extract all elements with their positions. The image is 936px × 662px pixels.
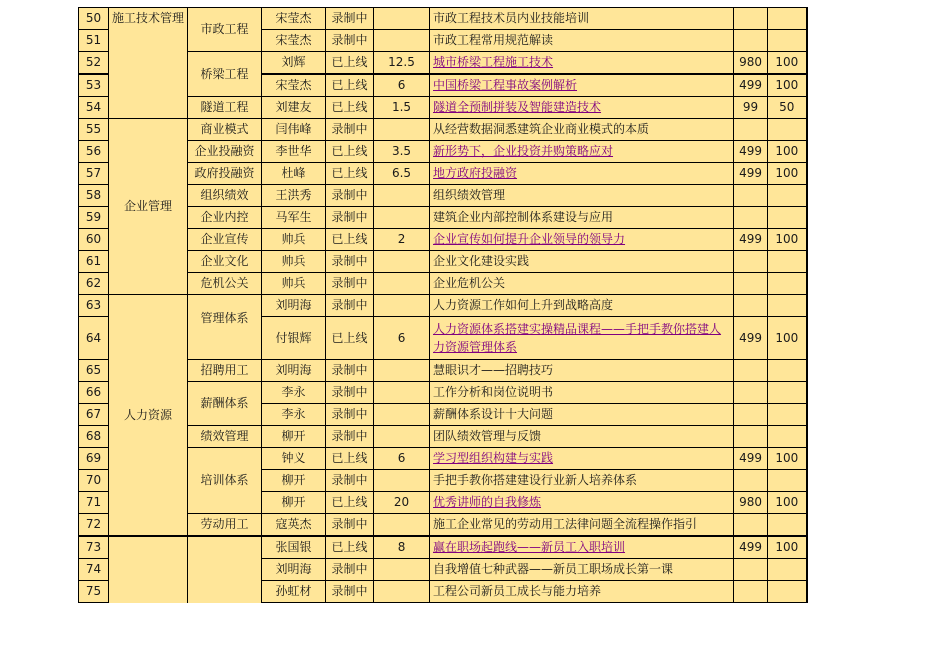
price-cell[interactable]: 499 — [734, 141, 768, 163]
subcategory-cell[interactable]: 招聘用工 — [188, 360, 262, 382]
hours-cell[interactable] — [374, 382, 430, 404]
discount-cell[interactable] — [768, 360, 807, 382]
hours-cell[interactable] — [374, 119, 430, 141]
status-cell[interactable]: 已上线 — [326, 536, 374, 559]
row-number[interactable]: 65 — [79, 360, 109, 382]
table-row — [79, 448, 807, 470]
subcategory-cell[interactable]: 隧道工程 — [188, 97, 262, 119]
course-link[interactable]: 学习型组织构建与实践 — [433, 451, 554, 465]
row-number[interactable]: 64 — [79, 317, 109, 360]
subcategory-cell[interactable]: 绩效管理 — [188, 426, 262, 448]
course-title-cell[interactable]: 人力资源工作如何上升到战略高度 — [430, 295, 734, 317]
lecturer-cell[interactable]: 张国银 — [262, 536, 326, 559]
price-cell[interactable]: 99 — [734, 97, 768, 119]
row-number[interactable]: 69 — [79, 448, 109, 470]
row-number[interactable]: 55 — [79, 119, 109, 141]
price-cell[interactable] — [734, 559, 768, 581]
price-cell[interactable] — [734, 273, 768, 295]
course-title-cell[interactable] — [430, 317, 734, 360]
course-title-cell[interactable] — [430, 52, 734, 75]
hours-cell[interactable] — [374, 514, 430, 537]
lecturer-cell[interactable]: 马军生 — [262, 207, 326, 229]
discount-cell[interactable]: 100 — [768, 163, 807, 185]
course-title-cell[interactable] — [430, 229, 734, 251]
price-cell[interactable]: 980 — [734, 492, 768, 514]
status-cell[interactable]: 录制中 — [326, 514, 374, 537]
subcategory-cell[interactable]: 企业宣传 — [188, 229, 262, 251]
price-cell[interactable]: 499 — [734, 163, 768, 185]
table-row — [79, 514, 807, 537]
hours-cell[interactable]: 1.5 — [374, 97, 430, 119]
row-number[interactable]: 57 — [79, 163, 109, 185]
course-spreadsheet — [78, 7, 808, 603]
row-number[interactable]: 75 — [79, 581, 109, 603]
lecturer-cell[interactable]: 帅兵 — [262, 251, 326, 273]
course-link[interactable]: 新形势下，企业投资并购策略应对 — [433, 144, 614, 158]
discount-cell[interactable]: 100 — [768, 492, 807, 514]
discount-cell[interactable]: 100 — [768, 536, 807, 559]
row-number[interactable]: 56 — [79, 141, 109, 163]
course-title-cell[interactable]: 建筑企业内部控制体系建设与应用 — [430, 207, 734, 229]
discount-cell[interactable] — [768, 514, 807, 537]
table-row — [79, 229, 807, 251]
row-number[interactable]: 72 — [79, 514, 109, 537]
price-cell[interactable] — [734, 404, 768, 426]
lecturer-cell[interactable]: 柳开 — [262, 470, 326, 492]
subcategory-cell[interactable]: 管理体系 — [188, 295, 262, 360]
lecturer-cell[interactable]: 宋莹杰 — [262, 74, 326, 97]
status-cell[interactable]: 录制中 — [326, 360, 374, 382]
status-cell[interactable]: 已上线 — [326, 492, 374, 514]
lecturer-cell[interactable]: 李世华 — [262, 141, 326, 163]
hours-cell[interactable]: 2 — [374, 229, 430, 251]
category-cell[interactable]: 人力资源 — [109, 295, 188, 537]
table-row — [79, 360, 807, 382]
discount-cell[interactable]: 50 — [768, 97, 807, 119]
row-number[interactable]: 74 — [79, 559, 109, 581]
hours-cell[interactable]: 6 — [374, 74, 430, 97]
row-number[interactable]: 62 — [79, 273, 109, 295]
table-row — [79, 536, 807, 559]
price-cell[interactable] — [734, 119, 768, 141]
table-row — [79, 251, 807, 273]
subcategory-cell[interactable]: 危机公关 — [188, 273, 262, 295]
lecturer-cell[interactable]: 刘辉 — [262, 52, 326, 75]
price-cell[interactable] — [734, 426, 768, 448]
discount-cell[interactable] — [768, 559, 807, 581]
course-title-cell[interactable]: 市政工程技术员内业技能培训 — [430, 8, 734, 30]
course-link[interactable]: 优秀讲师的自我修炼 — [433, 495, 542, 509]
discount-cell[interactable] — [768, 273, 807, 295]
status-cell[interactable]: 录制中 — [326, 404, 374, 426]
row-number[interactable]: 52 — [79, 52, 109, 75]
price-cell[interactable]: 499 — [734, 536, 768, 559]
discount-cell[interactable] — [768, 30, 807, 52]
course-link[interactable]: 企业宣传如何提升企业领导的领导力 — [433, 232, 626, 246]
subcategory-cell[interactable]: 商业模式 — [188, 119, 262, 141]
hours-cell[interactable] — [374, 470, 430, 492]
row-number[interactable]: 67 — [79, 404, 109, 426]
table-row — [79, 52, 807, 75]
subcategory-cell[interactable] — [188, 536, 262, 603]
status-cell[interactable]: 已上线 — [326, 163, 374, 185]
table-row — [79, 141, 807, 163]
course-title-cell[interactable]: 企业危机公关 — [430, 273, 734, 295]
lecturer-cell[interactable]: 闫伟峰 — [262, 119, 326, 141]
lecturer-cell[interactable]: 刘建友 — [262, 97, 326, 119]
discount-cell[interactable]: 100 — [768, 229, 807, 251]
row-number[interactable]: 51 — [79, 30, 109, 52]
course-title-cell[interactable]: 自我增值七种武器——新员工职场成长第一课 — [430, 559, 734, 581]
course-link[interactable]: 隧道全预制拼装及智能建造技术 — [433, 100, 602, 114]
hours-cell[interactable] — [374, 426, 430, 448]
subcategory-cell[interactable]: 组织绩效 — [188, 185, 262, 207]
course-link[interactable]: 赢在职场起跑线——新员工入职培训 — [433, 540, 626, 554]
lecturer-cell[interactable]: 王洪秀 — [262, 185, 326, 207]
lecturer-cell[interactable]: 李永 — [262, 404, 326, 426]
hours-cell[interactable] — [374, 8, 430, 30]
table-row — [79, 163, 807, 185]
discount-cell[interactable] — [768, 470, 807, 492]
table-row — [79, 426, 807, 448]
course-link[interactable]: 人力资源体系搭建实操精品课程——手把手教你搭建人力资源管理体系 — [433, 322, 722, 354]
row-number[interactable]: 59 — [79, 207, 109, 229]
course-link[interactable]: 城市桥梁工程施工技术 — [433, 55, 554, 69]
course-title-cell[interactable]: 手把手教你搭建建设行业新人培养体系 — [430, 470, 734, 492]
course-title-cell[interactable]: 从经营数据洞悉建筑企业商业模式的本质 — [430, 119, 734, 141]
status-cell[interactable]: 录制中 — [326, 382, 374, 404]
subcategory-cell[interactable]: 培训体系 — [188, 448, 262, 514]
hours-cell[interactable] — [374, 559, 430, 581]
subcategory-cell[interactable]: 企业内控 — [188, 207, 262, 229]
price-cell[interactable] — [734, 470, 768, 492]
course-title-cell[interactable] — [430, 448, 734, 470]
row-number[interactable]: 66 — [79, 382, 109, 404]
lecturer-cell[interactable]: 宋莹杰 — [262, 8, 326, 30]
course-title-cell[interactable] — [430, 536, 734, 559]
table-row — [79, 295, 807, 317]
subcategory-cell[interactable]: 桥梁工程 — [188, 52, 262, 97]
discount-cell[interactable] — [768, 185, 807, 207]
discount-cell[interactable] — [768, 8, 807, 30]
course-title-cell[interactable] — [430, 97, 734, 119]
discount-cell[interactable] — [768, 251, 807, 273]
hours-cell[interactable] — [374, 30, 430, 52]
row-number[interactable]: 68 — [79, 426, 109, 448]
hours-cell[interactable]: 6 — [374, 317, 430, 360]
hours-cell[interactable] — [374, 404, 430, 426]
table-row — [79, 273, 807, 295]
subcategory-cell[interactable]: 企业投融资 — [188, 141, 262, 163]
course-title-cell[interactable] — [430, 141, 734, 163]
course-link[interactable]: 地方政府投融资 — [433, 166, 518, 180]
status-cell[interactable]: 已上线 — [326, 141, 374, 163]
hours-cell[interactable]: 8 — [374, 536, 430, 559]
price-cell[interactable] — [734, 382, 768, 404]
row-number[interactable]: 70 — [79, 470, 109, 492]
subcategory-cell[interactable]: 政府投融资 — [188, 163, 262, 185]
lecturer-cell[interactable]: 钟义 — [262, 448, 326, 470]
price-cell[interactable]: 980 — [734, 52, 768, 75]
subcategory-cell[interactable]: 市政工程 — [188, 8, 262, 52]
status-cell[interactable]: 已上线 — [326, 317, 374, 360]
status-cell[interactable]: 录制中 — [326, 559, 374, 581]
price-cell[interactable]: 499 — [734, 229, 768, 251]
course-link[interactable]: 中国桥梁工程事故案例解析 — [433, 78, 578, 92]
lecturer-cell[interactable]: 付银辉 — [262, 317, 326, 360]
subcategory-cell[interactable]: 企业文化 — [188, 251, 262, 273]
row-number[interactable]: 63 — [79, 295, 109, 317]
status-cell[interactable]: 录制中 — [326, 8, 374, 30]
row-number[interactable]: 73 — [79, 536, 109, 559]
category-cell[interactable]: 企业管理 — [109, 119, 188, 295]
status-cell[interactable]: 录制中 — [326, 30, 374, 52]
lecturer-cell[interactable]: 刘明海 — [262, 360, 326, 382]
row-number[interactable]: 71 — [79, 492, 109, 514]
category-cell[interactable] — [109, 536, 188, 603]
discount-cell[interactable]: 100 — [768, 317, 807, 360]
status-cell[interactable]: 录制中 — [326, 470, 374, 492]
discount-cell[interactable] — [768, 581, 807, 603]
course-title-cell[interactable]: 薪酬体系设计十大问题 — [430, 404, 734, 426]
status-cell[interactable]: 已上线 — [326, 97, 374, 119]
status-cell[interactable]: 已上线 — [326, 74, 374, 97]
price-cell[interactable] — [734, 185, 768, 207]
status-cell[interactable]: 录制中 — [326, 185, 374, 207]
course-title-cell[interactable] — [430, 492, 734, 514]
course-title-cell[interactable] — [430, 163, 734, 185]
hours-cell[interactable]: 12.5 — [374, 52, 430, 75]
hours-cell[interactable] — [374, 251, 430, 273]
status-cell[interactable]: 录制中 — [326, 426, 374, 448]
lecturer-cell[interactable]: 帅兵 — [262, 229, 326, 251]
price-cell[interactable] — [734, 360, 768, 382]
lecturer-cell[interactable]: 寇英杰 — [262, 514, 326, 537]
price-cell[interactable] — [734, 30, 768, 52]
category-cell[interactable]: 施工技术管理 — [109, 8, 188, 119]
course-title-cell[interactable]: 慧眼识才——招聘技巧 — [430, 360, 734, 382]
status-cell[interactable]: 录制中 — [326, 251, 374, 273]
price-cell[interactable]: 499 — [734, 448, 768, 470]
status-cell[interactable]: 录制中 — [326, 207, 374, 229]
status-cell[interactable]: 已上线 — [326, 229, 374, 251]
course-title-cell[interactable]: 组织绩效管理 — [430, 185, 734, 207]
lecturer-cell[interactable]: 杜峰 — [262, 163, 326, 185]
table-row — [79, 119, 807, 141]
table-row — [79, 207, 807, 229]
subcategory-cell[interactable]: 劳动用工 — [188, 514, 262, 537]
price-cell[interactable] — [734, 514, 768, 537]
hours-cell[interactable] — [374, 207, 430, 229]
discount-cell[interactable] — [768, 207, 807, 229]
hours-cell[interactable] — [374, 360, 430, 382]
discount-cell[interactable] — [768, 119, 807, 141]
course-title-cell[interactable]: 市政工程常用规范解读 — [430, 30, 734, 52]
lecturer-cell[interactable]: 帅兵 — [262, 273, 326, 295]
status-cell[interactable]: 已上线 — [326, 52, 374, 75]
row-number[interactable]: 58 — [79, 185, 109, 207]
hours-cell[interactable] — [374, 185, 430, 207]
table-row — [79, 382, 807, 404]
status-cell[interactable]: 录制中 — [326, 581, 374, 603]
course-title-cell[interactable]: 团队绩效管理与反馈 — [430, 426, 734, 448]
hours-cell[interactable]: 6 — [374, 448, 430, 470]
hours-cell[interactable] — [374, 581, 430, 603]
row-number[interactable]: 61 — [79, 251, 109, 273]
hours-cell[interactable] — [374, 273, 430, 295]
discount-cell[interactable]: 100 — [768, 52, 807, 75]
price-cell[interactable] — [734, 581, 768, 603]
discount-cell[interactable] — [768, 426, 807, 448]
hours-cell[interactable]: 20 — [374, 492, 430, 514]
course-title-cell[interactable]: 企业文化建设实践 — [430, 251, 734, 273]
lecturer-cell[interactable]: 柳开 — [262, 426, 326, 448]
price-cell[interactable] — [734, 207, 768, 229]
price-cell[interactable] — [734, 295, 768, 317]
discount-cell[interactable] — [768, 404, 807, 426]
status-cell[interactable]: 已上线 — [326, 448, 374, 470]
course-title-cell[interactable]: 工程公司新员工成长与能力培养 — [430, 581, 734, 603]
subcategory-cell[interactable]: 薪酬体系 — [188, 382, 262, 426]
hours-cell[interactable]: 6.5 — [374, 163, 430, 185]
lecturer-cell[interactable]: 李永 — [262, 382, 326, 404]
hours-cell[interactable] — [374, 295, 430, 317]
lecturer-cell[interactable]: 孙虹材 — [262, 581, 326, 603]
course-title-cell[interactable]: 工作分析和岗位说明书 — [430, 382, 734, 404]
hours-cell[interactable]: 3.5 — [374, 141, 430, 163]
price-cell[interactable] — [734, 8, 768, 30]
table-row — [79, 185, 807, 207]
table-row — [79, 8, 807, 30]
course-title-cell[interactable]: 施工企业常见的劳动用工法律问题全流程操作指引 — [430, 514, 734, 537]
price-cell[interactable]: 499 — [734, 317, 768, 360]
status-cell[interactable]: 录制中 — [326, 119, 374, 141]
price-cell[interactable]: 499 — [734, 74, 768, 97]
discount-cell[interactable]: 100 — [768, 74, 807, 97]
lecturer-cell[interactable]: 柳开 — [262, 492, 326, 514]
discount-cell[interactable] — [768, 382, 807, 404]
discount-cell[interactable] — [768, 295, 807, 317]
lecturer-cell[interactable]: 刘明海 — [262, 559, 326, 581]
row-number[interactable]: 50 — [79, 8, 109, 30]
row-number[interactable]: 60 — [79, 229, 109, 251]
lecturer-cell[interactable]: 宋莹杰 — [262, 30, 326, 52]
course-title-cell[interactable] — [430, 74, 734, 97]
lecturer-cell[interactable]: 刘明海 — [262, 295, 326, 317]
price-cell[interactable] — [734, 251, 768, 273]
table-row — [79, 97, 807, 119]
row-number[interactable]: 54 — [79, 97, 109, 119]
status-cell[interactable]: 录制中 — [326, 273, 374, 295]
discount-cell[interactable]: 100 — [768, 448, 807, 470]
status-cell[interactable]: 录制中 — [326, 295, 374, 317]
row-number[interactable]: 53 — [79, 74, 109, 97]
discount-cell[interactable]: 100 — [768, 141, 807, 163]
